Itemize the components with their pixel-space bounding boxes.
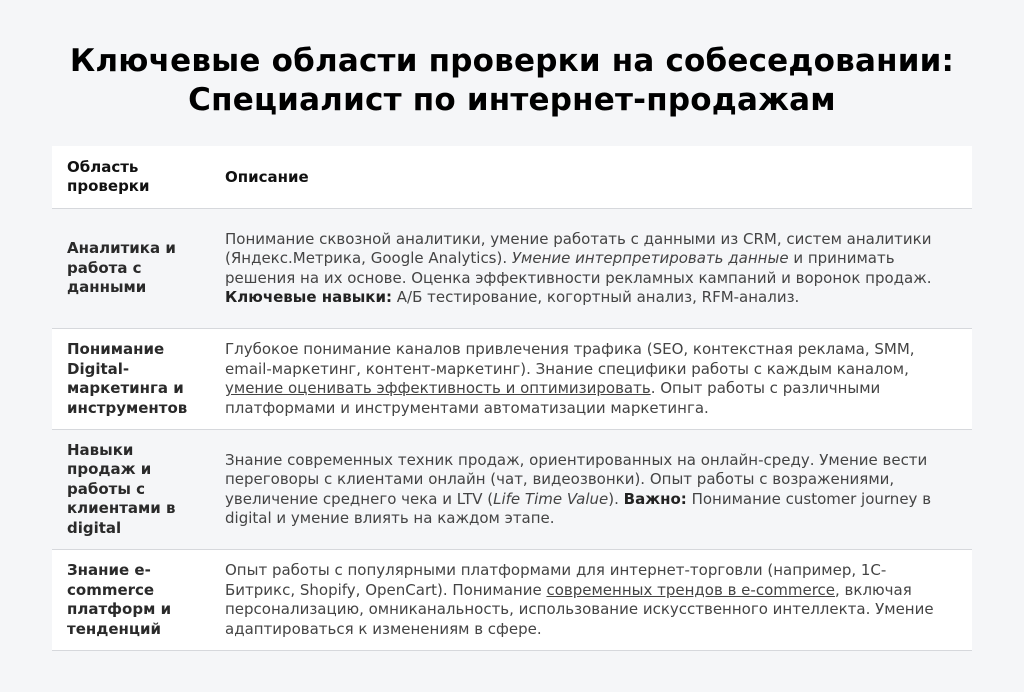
row-area: Навыки продаж и работы с клиентами в digital: [52, 430, 210, 550]
desc-strong: Ключевые навыки:: [225, 288, 392, 306]
desc-emphasis: Умение интерпретировать данные: [511, 249, 789, 267]
table-row: [52, 550, 972, 651]
row-area: Понимание Digital-маркетинга и инструментов: [52, 329, 210, 430]
desc-text: . Опыт работы с различными платформами и инструментами автоматизации маркетинга.: [225, 379, 881, 417]
row-area: Аналитика и работа с данными: [52, 209, 210, 329]
row-description: [210, 430, 972, 550]
desc-text: Знание современных техник продаж, ориентированных на онлайн-среду. Умение вести переговоры с клиентами онлайн (чат, видеозвонки). Опыт работы с возражениями, увеличение среднего чека и LTV (: [225, 450, 928, 508]
criteria-table: [52, 146, 972, 651]
desc-underlined: умение оценивать эффективность и оптимизировать: [225, 379, 651, 397]
desc-text: Глубокое понимание каналов привлечения трафика (SEO, контекстная реклама, SMM, email-маркетинг, контент-маркетинг). Знание специфики работы с каждым каналом,: [225, 340, 915, 378]
page-title-line2: Специалист по интернет-продажам: [188, 82, 836, 118]
table-header-row: [52, 146, 972, 209]
page-title: [0, 0, 1024, 120]
table-row: [52, 209, 972, 329]
header-area: Область проверки: [52, 146, 210, 209]
row-description: [210, 209, 972, 329]
desc-text: Опыт работы с популярными платформами для интернет-торговли (например, 1С-Битрикс, Shopify, OpenCart). Понимание: [225, 561, 887, 599]
desc-strong: Важно:: [623, 489, 687, 508]
desc-text: ).: [608, 489, 624, 508]
row-description: [210, 550, 972, 651]
desc-text: Понимание сквозной аналитики, умение работать с данными из CRM, систем аналитики (Яндекс.Метрика, Google Analytics).: [225, 229, 932, 267]
desc-text: , включая персонализацию, омниканальность, использование искусственного интеллекта. Умение адаптироваться к изменениям в сфере.: [225, 580, 934, 638]
row-description: [210, 329, 972, 430]
row-area: Знание e-commerce платформ и тенденций: [52, 550, 210, 651]
desc-underlined: современных трендов в e-commerce: [546, 580, 836, 599]
desc-emphasis: Life Time Value: [493, 489, 609, 508]
table-row: [52, 430, 972, 550]
desc-text: А/Б тестирование, когортный анализ, RFM-анализ.: [392, 288, 800, 306]
header-description: Описание: [210, 146, 972, 209]
table-row: [52, 329, 972, 430]
desc-text: и принимать решения на их основе. Оценка эффективности рекламных кампаний и воронок продаж.: [225, 249, 932, 287]
page-title-line1: Ключевые области проверки на собеседовании:: [69, 43, 955, 79]
criteria-table-container: [52, 146, 972, 651]
desc-text: Понимание customer journey в digital и умение влиять на каждом этапе.: [225, 489, 932, 527]
